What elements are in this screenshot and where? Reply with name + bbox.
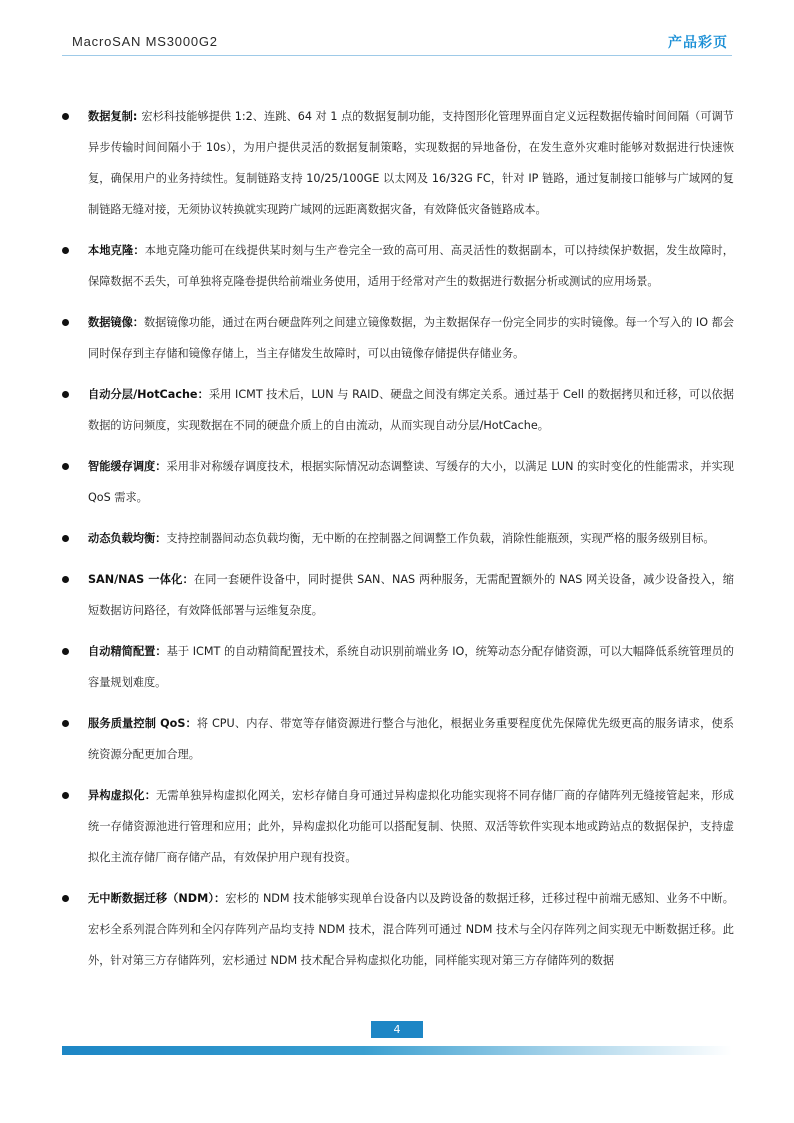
feature-term: 服务质量控制 QoS bbox=[88, 717, 186, 730]
feature-term: 自动分层/HotCache bbox=[88, 388, 198, 401]
list-item bbox=[62, 379, 734, 441]
bullet-icon bbox=[62, 319, 69, 326]
feature-term: SAN/NAS 一体化 bbox=[88, 573, 183, 586]
list-item bbox=[62, 564, 734, 626]
bullet-icon bbox=[62, 895, 69, 902]
feature-description: 宏杉的 NDM 技术能够实现单台设备内以及跨设备的数据迁移，迁移过程中前端无感知、业务不中断。宏杉全系列混合阵列和全闪存阵列产品均支持 NDM 技术，混合阵列可通过 NDM 技术与全闪存阵列之间实现无中断数据迁移。此外，针对第三方存储阵列，宏杉通过 NDM 技术配合异构虚拟化功能，同样能实现对第三方存储阵列的数据 bbox=[88, 892, 734, 967]
list-item bbox=[62, 523, 734, 554]
feature-list bbox=[62, 101, 734, 986]
item-text bbox=[88, 883, 734, 976]
list-item bbox=[62, 780, 734, 873]
term-separator: ： bbox=[185, 717, 197, 730]
item-text bbox=[88, 235, 734, 297]
item-text bbox=[88, 780, 734, 873]
feature-term: 智能缓存调度 bbox=[88, 460, 156, 473]
list-item bbox=[62, 307, 734, 369]
feature-description: 支持控制器间动态负载均衡，无中断的在控制器之间调整工作负载，消除性能瓶颈，实现严格的服务级别目标。 bbox=[166, 532, 715, 545]
list-item bbox=[62, 708, 734, 770]
list-item bbox=[62, 101, 734, 225]
term-separator: ： bbox=[133, 244, 145, 257]
item-text bbox=[88, 101, 734, 225]
bullet-icon bbox=[62, 247, 69, 254]
feature-description: 采用 ICMT 技术后，LUN 与 RAID、硬盘之间没有绑定关系。通过基于 Cell 的数据拷贝和迁移，可以依据数据的访问频度，实现数据在不同的硬盘介质上的自由流动，从而实现自动分层/HotCache。 bbox=[88, 388, 734, 432]
feature-term: 异构虚拟化 bbox=[88, 789, 145, 802]
feature-term: 本地克隆 bbox=[88, 244, 134, 257]
item-text bbox=[88, 451, 734, 513]
item-text bbox=[88, 307, 734, 369]
term-separator: ： bbox=[155, 460, 167, 473]
term-separator: ： bbox=[182, 573, 194, 586]
item-text bbox=[88, 636, 734, 698]
feature-term: 数据镜像 bbox=[88, 316, 133, 329]
bullet-icon bbox=[62, 391, 69, 398]
term-separator: ： bbox=[197, 388, 209, 401]
footer-gradient-bar bbox=[62, 1046, 732, 1055]
document-title: 产品彩页 bbox=[668, 35, 728, 51]
bullet-icon bbox=[62, 720, 69, 727]
feature-description: 宏杉科技能够提供 1:2、连跳、64 对 1 点的数据复制功能，支持图形化管理界面自定义远程数据传输时间间隔（可调节异步传输时间间隔小于 10s），为用户提供灵活的数据复制策略，实现数据的异地备份，在发生意外灾难时能够对数据进行快速恢复，确保用户的业务持续性。复制链路支持 10/25/100GE 以太网及 16/32G FC，针对 IP 链路，通过复制接口能够与广域网的复制链路无缝对接，无须协议转换就实现跨广域网的远距离数据灾备，有效降低灾备链路成本。 bbox=[88, 110, 734, 216]
feature-description: 本地克隆功能可在线提供某时刻与生产卷完全一致的高可用、高灵活性的数据副本，可以持续保护数据，发生故障时，保障数据不丢失，可单独将克隆卷提供给前端业务使用，适用于经常对产生的数据进行数据分析或测试的应用场景。 bbox=[88, 244, 734, 288]
bullet-icon bbox=[62, 576, 69, 583]
feature-description: 在同一套硬件设备中，同时提供 SAN、NAS 两种服务，无需配置额外的 NAS 网关设备，减少设备投入，缩短数据访问路径，有效降低部署与运维复杂度。 bbox=[88, 573, 734, 617]
term-separator: ： bbox=[132, 316, 144, 329]
page-header bbox=[62, 26, 732, 54]
feature-description: 采用非对称缓存调度技术，根据实际情况动态调整读、写缓存的大小，以满足 LUN 的实时变化的性能需求，并实现 QoS 需求。 bbox=[88, 460, 734, 504]
feature-term: 无中断数据迁移（NDM） bbox=[88, 892, 215, 905]
feature-term: 动态负载均衡 bbox=[88, 532, 156, 545]
feature-term: 自动精简配置 bbox=[88, 645, 156, 658]
item-text bbox=[88, 564, 734, 626]
header-divider bbox=[62, 55, 732, 56]
feature-description: 数据镜像功能，通过在两台硬盘阵列之间建立镜像数据，为主数据保存一份完全同步的实时镜像。每一个写入的 IO 都会同时保存到主存储和镜像存储上，当主存储发生故障时，可以由镜像存储提供存储业务。 bbox=[88, 316, 734, 360]
bullet-icon bbox=[62, 648, 69, 655]
feature-term: 数据复制 bbox=[88, 110, 133, 123]
term-separator: ： bbox=[155, 645, 167, 658]
list-item bbox=[62, 883, 734, 976]
bullet-icon bbox=[62, 792, 69, 799]
item-text bbox=[88, 379, 734, 441]
page-number: 4 bbox=[371, 1021, 423, 1038]
list-item bbox=[62, 451, 734, 513]
bullet-icon bbox=[62, 113, 69, 120]
term-separator: : bbox=[132, 110, 142, 123]
list-item bbox=[62, 636, 734, 698]
feature-description: 无需单独异构虚拟化网关，宏杉存储自身可通过异构虚拟化功能实现将不同存储厂商的存储阵列无缝接管起来，形成统一存储资源池进行管理和应用；此外，异构虚拟化功能可以搭配复制、快照、双活等软件实现本地或跨站点的数据保护，支持虚拟化主流存储厂商存储产品，有效保护用户现有投资。 bbox=[88, 789, 734, 864]
term-separator: ： bbox=[144, 789, 157, 802]
term-separator: ： bbox=[155, 532, 167, 545]
bullet-icon bbox=[62, 535, 69, 542]
brand-name: MacroSAN MS3000G2 bbox=[72, 34, 218, 49]
feature-description: 将 CPU、内存、带宽等存储资源进行整合与池化，根据业务重要程度优先保障优先级更高的服务请求，使系统资源分配更加合理。 bbox=[88, 717, 734, 761]
term-separator: ： bbox=[214, 892, 226, 905]
bullet-icon bbox=[62, 463, 69, 470]
item-text bbox=[88, 523, 734, 554]
feature-description: 基于 ICMT 的自动精简配置技术，系统自动识别前端业务 IO，统筹动态分配存储资源，可以大幅降低系统管理员的容量规划难度。 bbox=[88, 645, 734, 689]
item-text bbox=[88, 708, 734, 770]
list-item bbox=[62, 235, 734, 297]
